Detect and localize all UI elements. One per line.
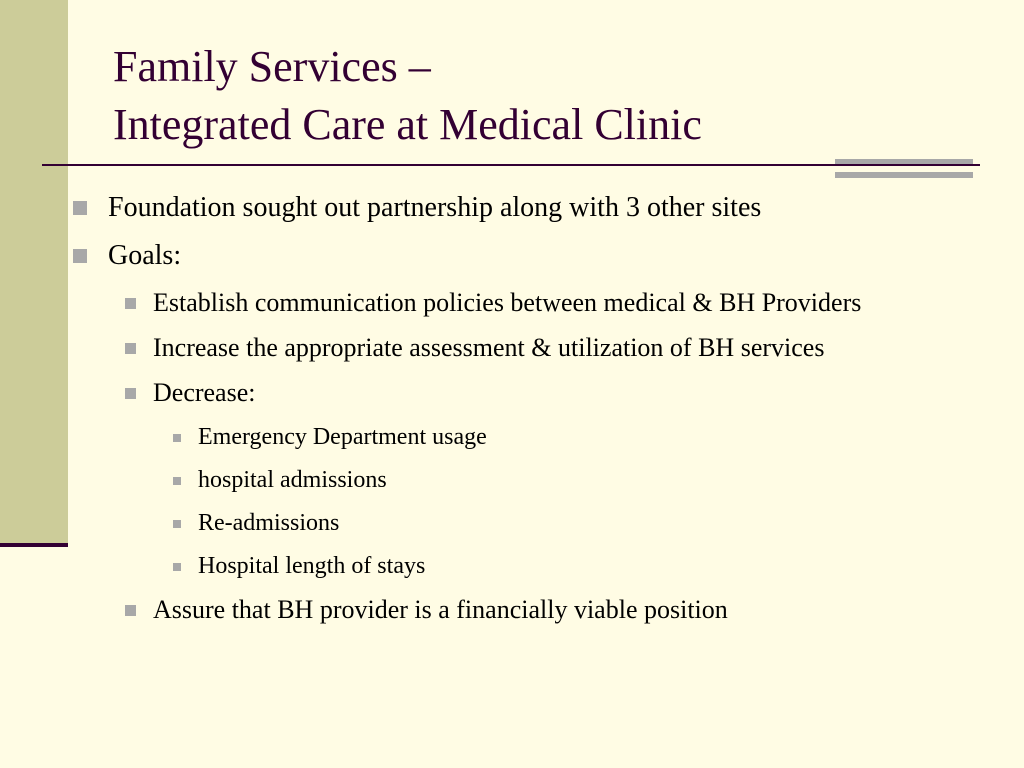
slide-title <box>113 38 702 154</box>
title-line-2: Integrated Care at Medical Clinic <box>113 100 702 149</box>
left-decorative-bar <box>0 0 68 544</box>
goal-communication-policies <box>153 287 861 319</box>
square-bullet-icon <box>125 298 136 309</box>
goal-increase-assessment <box>153 332 824 364</box>
bullet-goals <box>108 239 181 273</box>
square-bullet-icon <box>125 605 136 616</box>
bullet-text: Foundation sought out partnership along with 3 other sites <box>108 192 762 223</box>
decrease-item-length-of-stays <box>198 551 425 581</box>
title-divider-line <box>42 164 980 166</box>
bullet-text: Re-admissions <box>198 510 340 536</box>
title-accent-bar-bottom <box>835 172 973 178</box>
square-bullet-icon <box>73 249 87 263</box>
square-bullet-icon <box>125 388 136 399</box>
bullet-text: Emergency Department usage <box>198 424 487 450</box>
square-bullet-icon <box>125 343 136 354</box>
square-bullet-icon <box>173 520 181 528</box>
square-bullet-icon <box>173 434 181 442</box>
bullet-text: Goals: <box>108 240 182 271</box>
decrease-item-hospital-admissions <box>198 465 387 495</box>
decrease-item-readmissions <box>198 508 339 538</box>
square-bullet-icon <box>173 477 181 485</box>
bullet-text: Assure that BH provider is a financially viable position <box>153 595 728 624</box>
bullet-foundation <box>108 191 761 225</box>
title-line-1: Family Services – <box>113 42 431 91</box>
bullet-text: Hospital length of stays <box>198 553 426 579</box>
square-bullet-icon <box>173 563 181 571</box>
bullet-text: Establish communication policies between medical & BH Providers <box>153 288 862 317</box>
bullet-text: Decrease: <box>153 378 256 407</box>
square-bullet-icon <box>73 201 87 215</box>
left-bar-underline <box>0 543 68 547</box>
bullet-text: hospital admissions <box>198 467 387 493</box>
decrease-item-emergency-department <box>198 422 487 452</box>
goal-decrease <box>153 377 255 409</box>
goal-financially-viable <box>153 594 728 626</box>
title-accent-bar-top <box>835 159 973 164</box>
bullet-text: Increase the appropriate assessment & utilization of BH services <box>153 333 825 362</box>
